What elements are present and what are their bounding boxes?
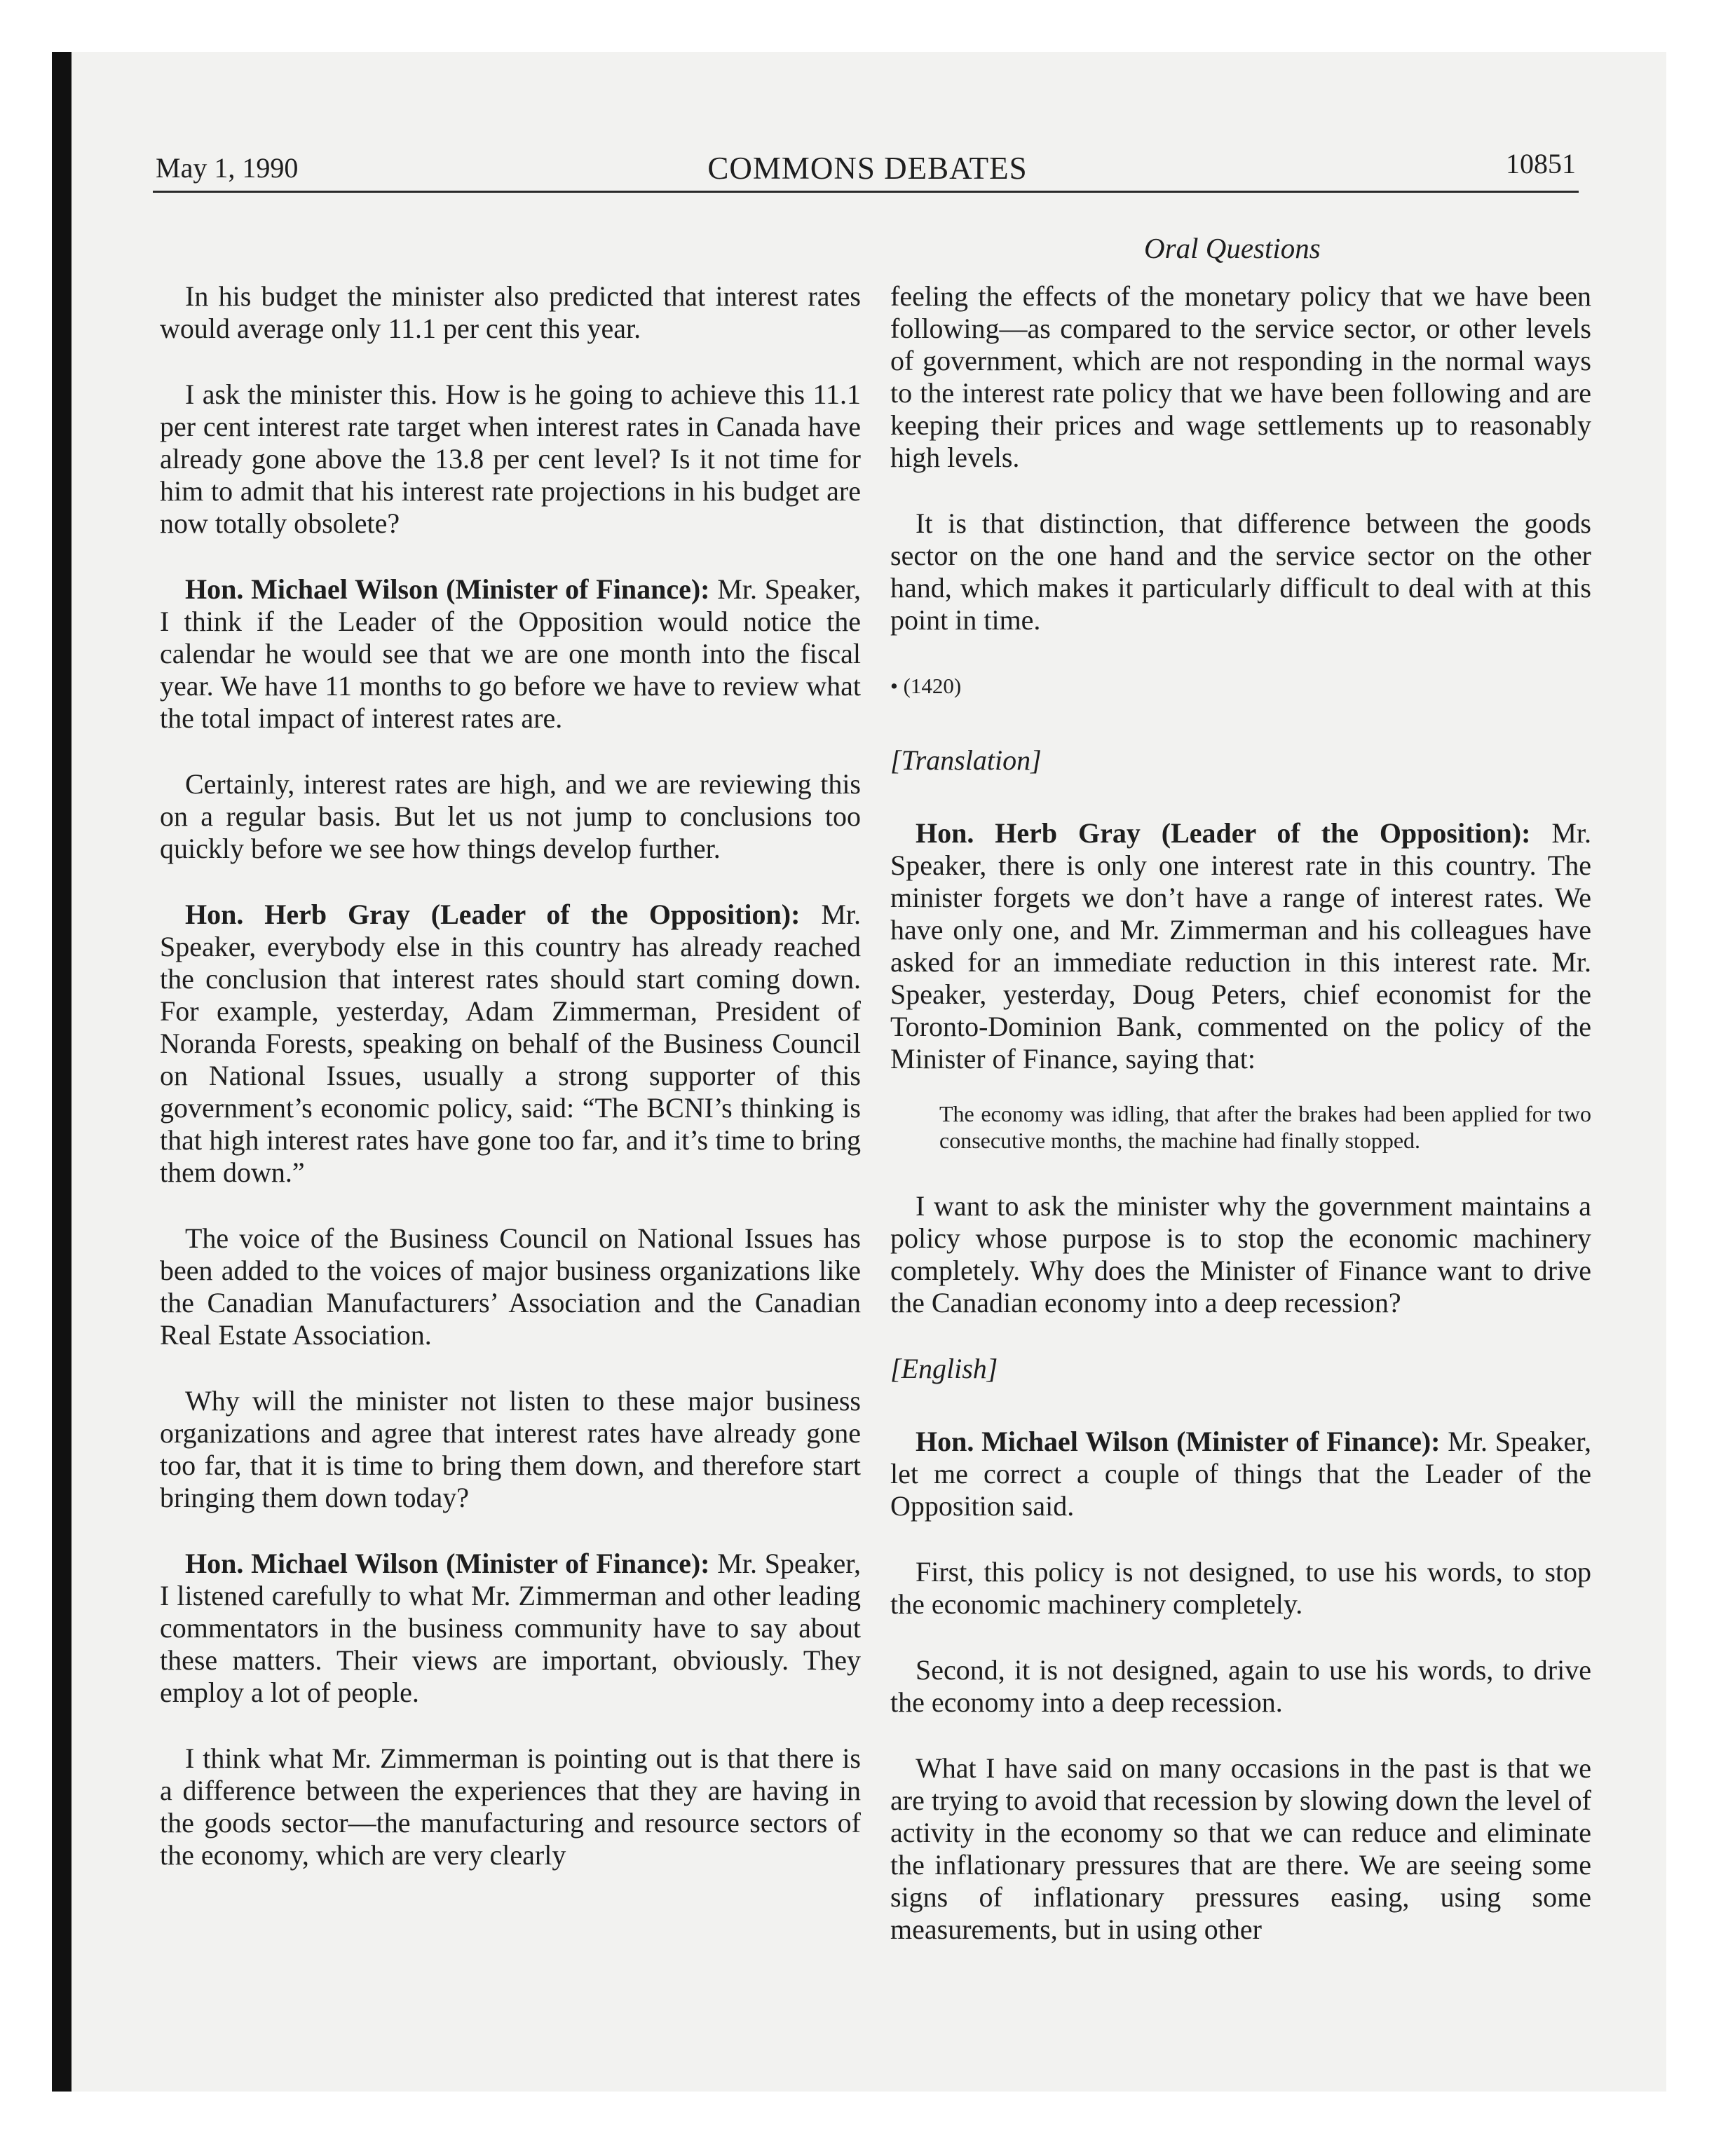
paragraph-text: In his budget the minister also predicted that interest rates would average only 11.1 per cent this year. — [160, 280, 861, 344]
paragraph-text: Mr. Speaker, everybody else in this country has already reached the conclusion that interest rates should start coming down. For example, yesterday, Adam Zimmerman, President of Noranda Forests, speaking on behalf of the Business Council on National Issues, usually a strong supporter of this government’s economic policy, said: “The BCNI’s thinking is that high interest rates have gone too far, and it’s time to bring them down.” — [160, 899, 862, 1188]
header-rule — [153, 191, 1579, 193]
right-column — [890, 280, 1591, 1979]
paragraph — [160, 1385, 861, 1514]
scan-edge-bar — [52, 52, 72, 2092]
paragraph-text: First, this policy is not designed, to use his words, to stop the economic machinery completely. — [890, 1556, 1591, 1620]
paragraph-text: Mr. Speaker, there is only one interest rate in this country. The minister forgets we don’t have a range of interest rates. We have only one, and Mr. Zimmerman and his colleagues have asked for an immediate reduction in this interest rate. Mr. Speaker, yesterday, Doug Peters, chief economist for the Toronto-Dominion Bank, commented on the policy of the Minister of Finance, saying that: — [890, 817, 1592, 1074]
block-quote: The economy was idling, that after the brakes had been applied for two consecutive months, the machine had finally stopped. — [939, 1101, 1591, 1153]
paragraph — [160, 378, 861, 540]
paragraph-text: Certainly, interest rates are high, and we are reviewing this on a regular basis. But let us not jump to conclusions too quickly before we see how things develop further. — [160, 768, 861, 864]
paragraph-text: feeling the effects of the monetary policy that we have been following—as compared to the service sector, or other levels of government, which are not responding in the normal ways to the interest rate policy that we have been following and are keeping their prices and wage settlements up to reasonably high levels. — [890, 280, 1591, 473]
paragraph — [890, 1654, 1591, 1719]
language-marker: [Translation] — [890, 744, 1042, 776]
paragraph-text: Mr. Speaker, let me correct a couple of things that the Leader of the Opposition said. — [890, 1426, 1591, 1522]
section-title: Oral Questions — [1144, 232, 1321, 264]
paragraph — [890, 1426, 1591, 1522]
paragraph — [890, 1752, 1591, 1946]
speaker-name: Hon. Michael Wilson (Minister of Finance): — [185, 573, 710, 605]
paragraph-text: The voice of the Business Council on National Issues has been added to the voices of major business organizations like the Canadian Manufacturers’ Association and the Canadian Real Estate Association. — [160, 1222, 861, 1351]
paragraph — [160, 768, 861, 865]
paragraph — [160, 573, 861, 735]
paragraph-text: I ask the minister this. How is he going to achieve this 11.1 per cent interest rate target when interest rates in Canada have already gone above the 13.8 per cent level? Is it not time for him to admit that his interest rate projections in his budget are now totally obsolete? — [160, 378, 861, 539]
speaker-name: Hon. Herb Gray (Leader of the Opposition): — [185, 899, 801, 930]
speaker-name: Hon. Michael Wilson (Minister of Finance): — [916, 1426, 1441, 1457]
paragraph — [160, 899, 861, 1189]
paragraph-text: I think what Mr. Zimmerman is pointing out is that there is a difference between the experiences that they are having in the goods sector—the manufacturing and resource sectors of the economy, which are very clearly — [160, 1742, 861, 1871]
speaker-name: Hon. Herb Gray (Leader of the Opposition): — [916, 817, 1531, 849]
speaker-name: Hon. Michael Wilson (Minister of Finance): — [185, 1548, 710, 1579]
paragraph-text: It is that distinction, that difference between the goods sector on the one hand and the service sector on the other hand, which makes it particularly difficult to deal with at this point in time. — [890, 507, 1591, 636]
paragraph — [890, 1556, 1591, 1621]
paragraph-text: Second, it is not designed, again to use his words, to drive the economy into a deep recession. — [890, 1654, 1591, 1718]
paragraph — [890, 1190, 1591, 1319]
paragraph — [160, 280, 861, 345]
paragraph — [890, 817, 1591, 1075]
left-column — [160, 280, 861, 1905]
paragraph — [160, 1222, 861, 1351]
language-marker: [English] — [890, 1353, 998, 1384]
paragraph-text: I want to ask the minister why the government maintains a policy whose purpose is to stop the economic machinery completely. Why does the Minister of Finance want to drive the Canadian economy into a deep recession? — [890, 1190, 1591, 1318]
paragraph-text: Why will the minister not listen to these major business organizations and agree that interest rates have already gone too far, that it is time to bring them down, and therefore start bringing them down today? — [160, 1385, 861, 1513]
paragraph — [160, 1742, 861, 1871]
page-number: 10851 — [1506, 148, 1576, 179]
paragraph-text: Mr. Speaker, I listened carefully to what Mr. Zimmerman and other leading commentators in the business community have to say about these matters. Their views are important, obviously. They employ a lot of people. — [160, 1548, 861, 1708]
paragraph — [890, 280, 1591, 474]
paragraph-text: What I have said on many occasions in the past is that we are trying to avoid that recession by slowing down the level of activity in the economy so that we can reduce and eliminate the inflationary pressures that are there. We are seeing some signs of inflationary pressures easing, using some measurements, but in using other — [890, 1752, 1591, 1945]
paragraph-text: Mr. Speaker, I think if the Leader of the Opposition would notice the calendar he would see that we are one month into the fiscal year. We have 11 months to go before we have to review what the total impact of interest rates are. — [160, 573, 861, 734]
paragraph — [160, 1548, 861, 1709]
time-marker: • (1420) — [890, 674, 962, 698]
header-date: May 1, 1990 — [156, 152, 299, 184]
paragraph — [890, 507, 1591, 636]
header-title: COMMONS DEBATES — [707, 151, 1028, 186]
